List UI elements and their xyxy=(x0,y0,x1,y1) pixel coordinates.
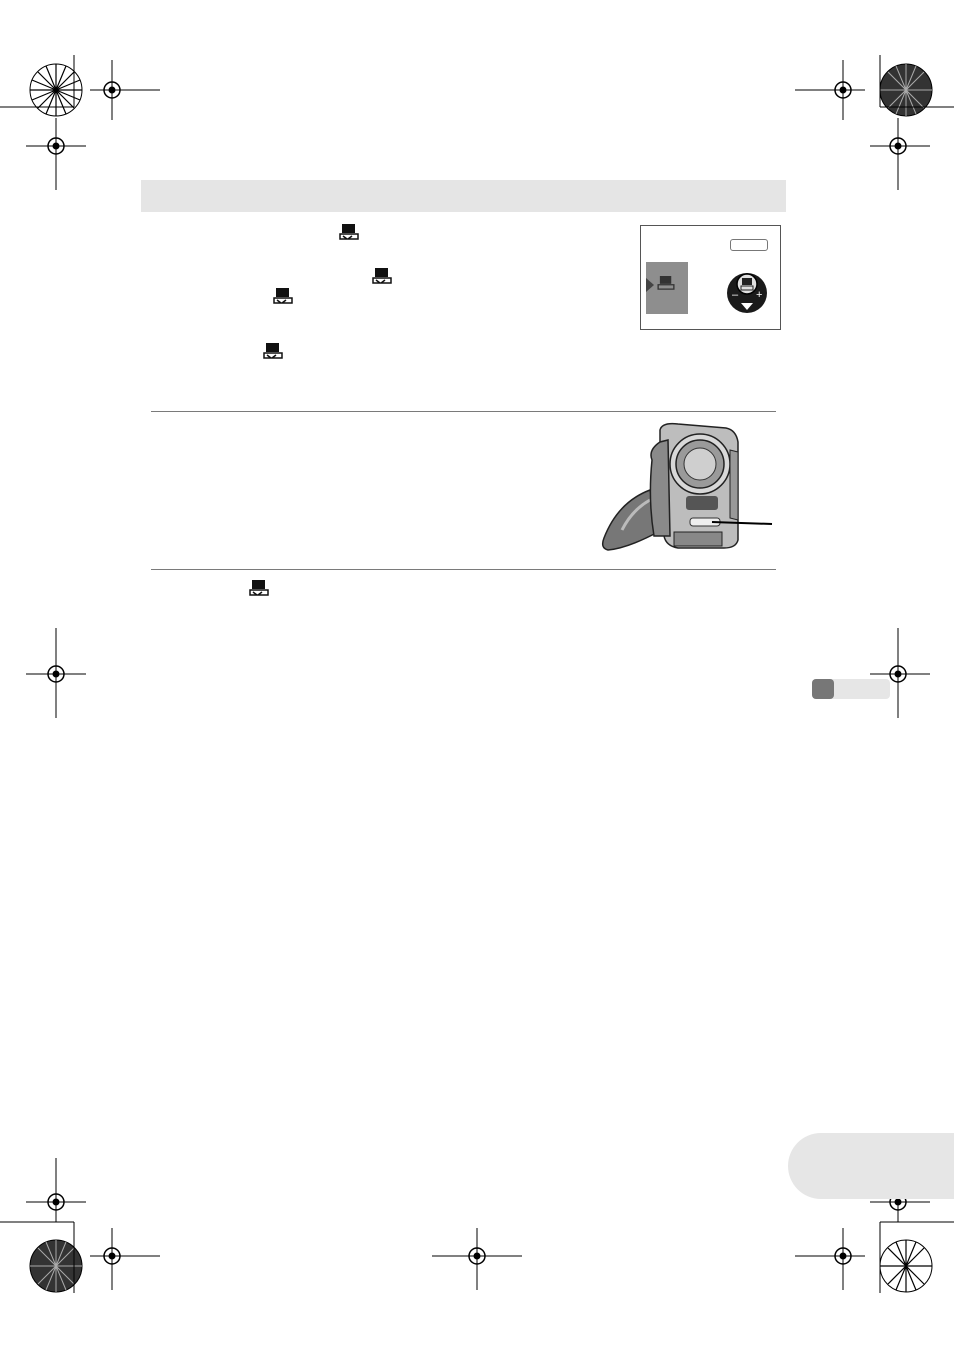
chapter-index-tab xyxy=(812,679,890,699)
lcd-screen-illustration xyxy=(640,225,781,330)
backlight-compensation-icon xyxy=(371,268,393,284)
backlight-compensation-icon xyxy=(338,224,360,240)
divider-rule xyxy=(151,569,776,570)
backlight-compensation-icon xyxy=(272,288,294,304)
backlight-compensation-icon xyxy=(262,343,284,359)
chapter-index-marker xyxy=(812,679,834,699)
camcorder-illustration xyxy=(598,420,774,556)
backlight-compensation-icon xyxy=(656,276,676,290)
svg-text:+: + xyxy=(756,289,763,301)
backlight-compensation-icon xyxy=(248,580,270,596)
lcd-menu-button xyxy=(730,239,768,251)
page-number-tab xyxy=(788,1133,954,1199)
divider-rule xyxy=(151,411,776,412)
selection-arrow-icon xyxy=(646,278,656,292)
section-header-band xyxy=(141,180,786,212)
svg-text:–: – xyxy=(732,289,739,301)
joystick-icon xyxy=(725,268,769,314)
